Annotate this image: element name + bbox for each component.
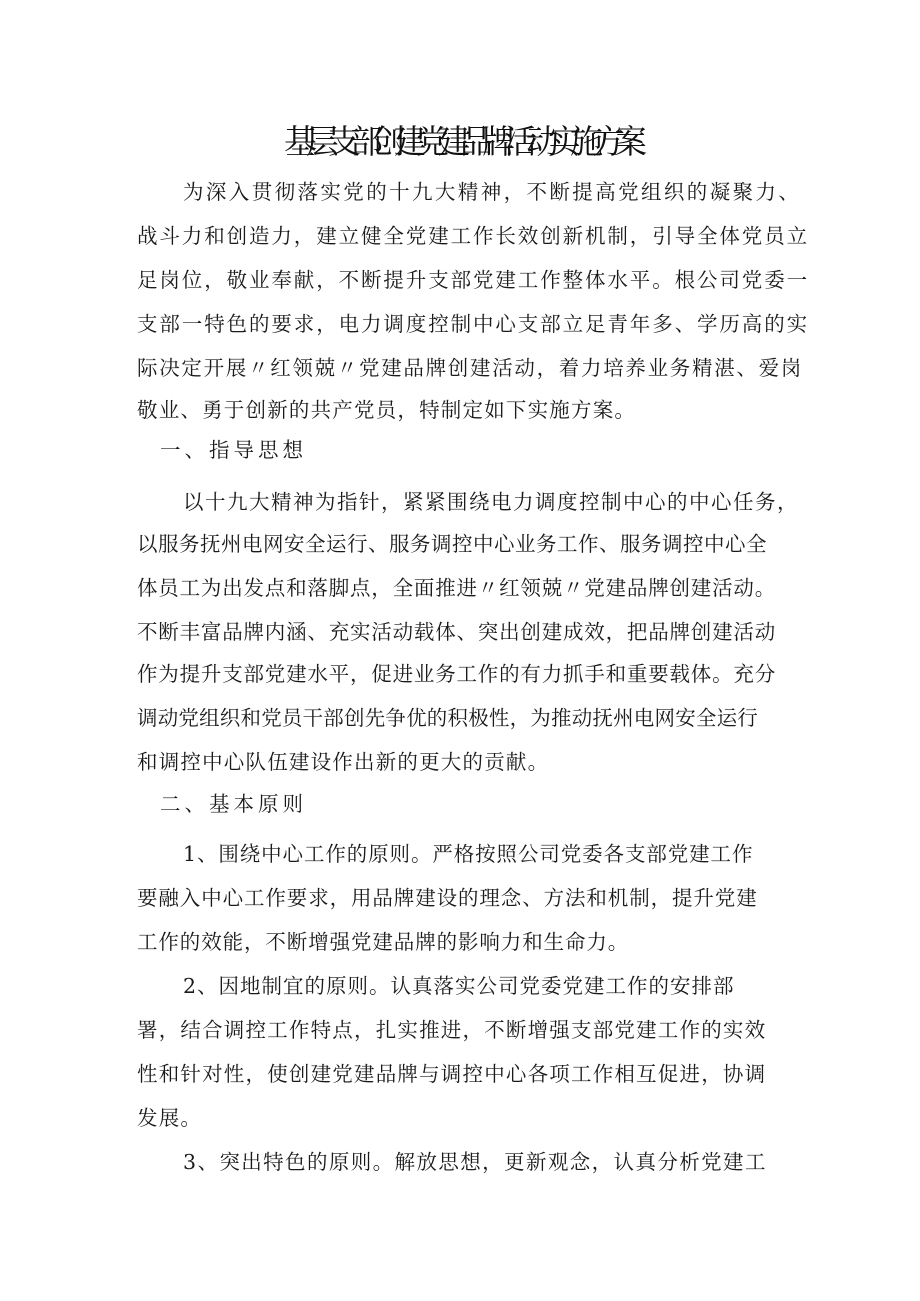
- principle2-line: 发展。: [137, 1106, 203, 1130]
- section1-line: 和调控中心队伍建设作出新的更大的贡献。: [137, 750, 550, 774]
- intro-line: 战斗力和创造力，建立健全党建工作长效创新机制，引导全体党员立: [137, 224, 809, 248]
- intro-line: 足岗位，敬业奉献，不断提升支部党建工作整体水平。根公司党委一: [137, 268, 809, 292]
- intro-line: 支部一特色的要求，电力调度控制中心支部立足青年多、学历高的实: [137, 312, 809, 336]
- section1-line: 调动党组织和党员干部创先争优的积极性，为推动抚州电网安全运行: [137, 706, 758, 730]
- principle1-line: 1、围绕中心工作的原则。严格按照公司党委各支部党建工作: [183, 842, 754, 866]
- principle2-line: 2、因地制宜的原则。认真落实公司党委党建工作的安排部: [183, 974, 735, 998]
- intro-line: 敬业、勇于创新的共产党员，特制定如下实施方案。: [137, 398, 637, 422]
- intro-line: 为深入贯彻落实党的十九大精神，不断提高党组织的凝聚力、: [183, 180, 802, 204]
- section1-line: 以服务抚州电网安全运行、服务调控中心业务工作、服务调控中心全: [137, 532, 767, 556]
- section1-line: 不断丰富品牌内涵、充实活动载体、突出创建成效，把品牌创建活动: [137, 620, 776, 644]
- intro-line: 际决定开展〃红领兢〃党建品牌创建活动，着力培养业务精湛、爱岗: [137, 356, 803, 380]
- section1-line: 体员工为出发点和落脚点，全面推进〃红领兢〃党建品牌创建活动。: [137, 576, 776, 600]
- principle3-line: 3、突出特色的原则。解放思想，更新观念，认真分析党建工: [183, 1150, 767, 1174]
- section1-line: 作为提升支部党建水平，促进业务工作的有力抓手和重要载体。充分: [137, 662, 776, 686]
- document-title: 基层支部创建党建品牌活动实施方案: [284, 122, 636, 161]
- section1-line: 以十九大精神为指针，紧紧围绕电力调度控制中心的中心任务，: [183, 490, 799, 514]
- section-heading-basic-principles: 二、基本原则: [160, 792, 307, 816]
- principle2-line: 署，结合调控工作特点，扎实推进，不断增强支部党建工作的实效: [137, 1018, 767, 1042]
- principle1-line: 要融入中心工作要求，用品牌建设的理念、方法和机制，提升党建: [137, 886, 758, 910]
- section-heading-guiding-thought: 一、指导思想: [160, 438, 307, 462]
- principle1-line: 工作的效能，不断增强党建品牌的影响力和生命力。: [137, 930, 630, 954]
- principle2-line: 性和针对性，使创建党建品牌与调控中心各项工作相互促进，协调: [137, 1062, 767, 1086]
